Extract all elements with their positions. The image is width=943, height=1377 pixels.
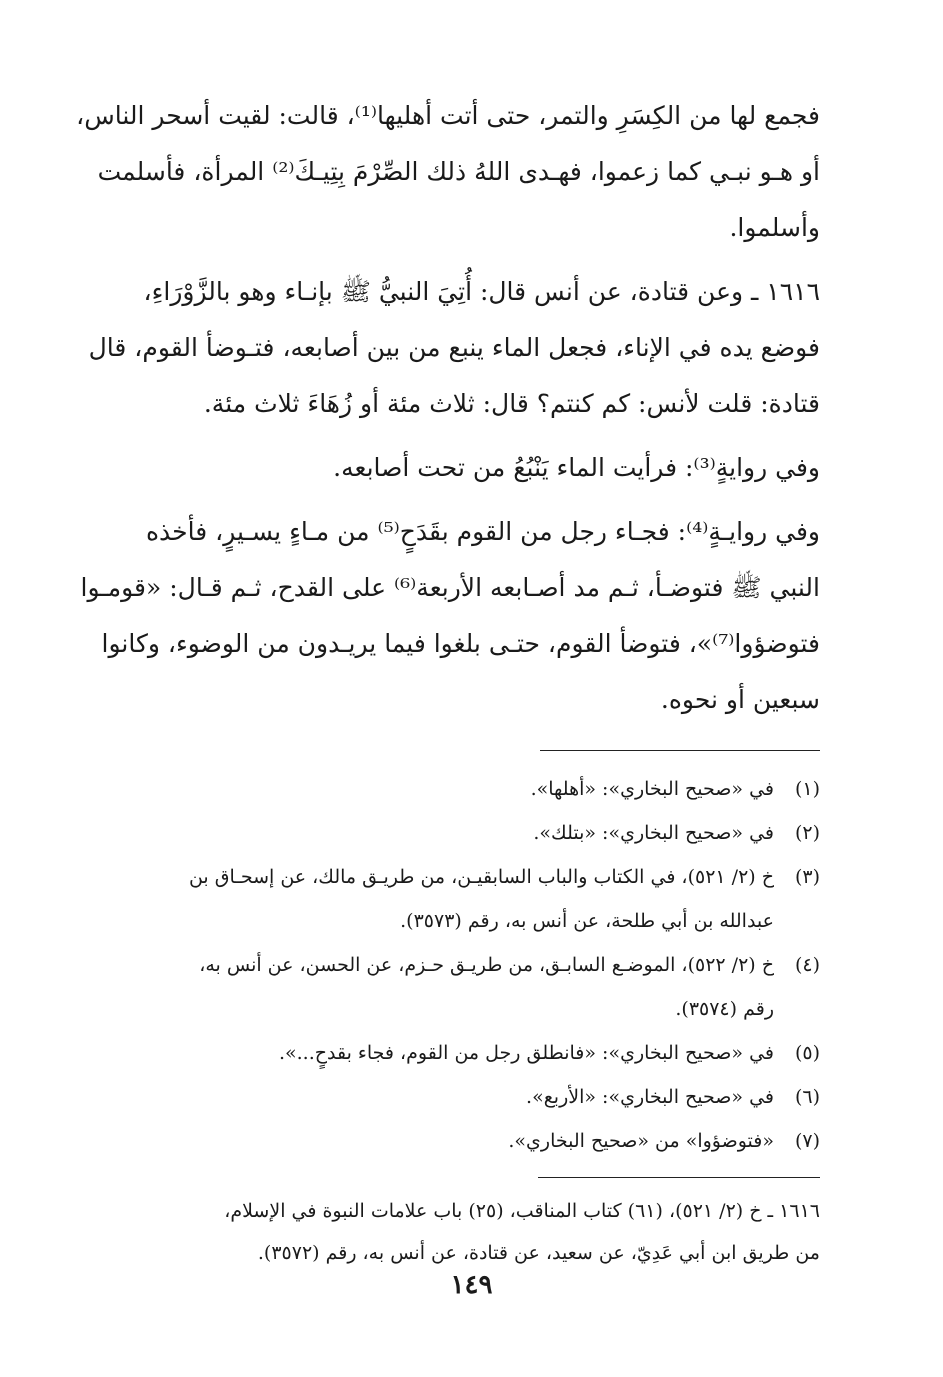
footnotes (120, 767, 820, 1163)
paragraph-hadith-1616 (88, 264, 820, 432)
footnote-2 (120, 811, 820, 855)
source-divider (538, 1177, 820, 1178)
text-line: أو هـو نبـي كما زعموا، فهـدى اللهُ ذلك الصِّرْمَ بِتِيـكَ⁽²⁾ المرأة، فأسلمت (97, 157, 820, 186)
text-line: وفي روايةٍ⁽³⁾: فرأيت الماء يَنْبُعُ من تحت أصابعه. (333, 453, 820, 482)
text-line: وأسلموا. (729, 213, 820, 242)
paragraph-riwaya-1 (120, 440, 820, 496)
footnote-text: في «صحيح البخاري»: «أهلها». (530, 778, 774, 800)
page-number: ١٤٩ (450, 1270, 493, 1300)
text-line: سبعين أو نحوه. (660, 685, 820, 714)
footnote-number: (٥) (794, 1042, 820, 1064)
footnote-text: خ (٢/ ٥٢٢)، الموضـع السابـق، من طريـق حـزم، عن الحسن، عن أنس به، (199, 954, 774, 976)
footnote-1 (120, 767, 820, 811)
footnote-text: «فتوضؤوا» من «صحيح البخاري». (508, 1130, 774, 1152)
footnote-number: (٦) (794, 1086, 820, 1108)
footnote-number: (٤) (794, 954, 820, 976)
footnote-text: عبدالله بن أبي طلحة، عن أنس به، رقم (٣٥٧٣). (400, 910, 774, 932)
paragraph-riwaya-2 (80, 504, 820, 728)
footnote-3 (120, 855, 820, 943)
source-text: ١٦١٦ ـ خ (٢/ ٥٢١)، (٦١) كتاب المناقب، (٢٥) باب علامات النبوة في الإسلام، (224, 1200, 820, 1222)
text-line: ١٦١٦ ـ وعن قتادة، عن أنس قال: أُتِيَ النبيُّ ﷺ بإنـاء وهو بالزَّوْرَاءِ، (143, 277, 820, 306)
footnote-text: خ (٢/ ٥٢١)، في الكتاب والباب السابقيـن، من طريـق مالك، عن إسحـاق بن (188, 866, 774, 888)
paragraph-narration-end (76, 88, 820, 256)
footnote-5 (120, 1031, 820, 1075)
footnote-text: رقم (٣٥٧٤). (675, 998, 774, 1020)
footnote-6 (120, 1075, 820, 1119)
footnote-text: في «صحيح البخاري»: «بتلك». (533, 822, 774, 844)
source-text: من طريق ابن أبي عَدِيّ، عن سعيد، عن قتادة، عن أنس به، رقم (٣٥٧٢). (257, 1242, 820, 1264)
footnote-text: في «صحيح البخاري»: «فانطلق رجل من القوم، فجاء بقدحٍ...». (278, 1042, 774, 1064)
text-line: النبي ﷺ فتوضـأ، ثـم مد أصـابعه الأربعة⁽⁶⁾ على القدح، ثـم قـال: «قومـوا (80, 573, 820, 602)
text-line: قتادة: قلت لأنس: كم كنتم؟ قال: ثلاث مئة أو زُهَاءَ ثلاث مئة. (203, 389, 820, 418)
footnote-divider (540, 750, 820, 751)
footnote-text: في «صحيح البخاري»: «الأربع». (526, 1086, 774, 1108)
main-text (76, 88, 820, 728)
footnote-number: (٢) (794, 822, 820, 844)
text-line: فجمع لها من الكِسَرِ والتمر، حتى أتت أهليها⁽¹⁾، قالت: لقيت أسحر الناس، (76, 101, 820, 130)
text-line: فوضع يده في الإناء، فجعل الماء ينبع من بين أصابعه، فتـوضأ القوم، قال (88, 333, 820, 362)
footnote-7 (120, 1119, 820, 1163)
source-reference (120, 1190, 820, 1274)
footnote-4 (120, 943, 820, 1031)
text-line: وفي روايـةٍ⁽⁴⁾: فجـاء رجل من القوم بقَدَحٍ⁽⁵⁾ من مـاءٍ يسـيرٍ، فأخذه (145, 517, 820, 546)
footnote-number: (٣) (794, 866, 820, 888)
text-line: فتوضؤوا⁽⁷⁾»، فتوضأ القوم، حتـى بلغوا فيما يريـدون من الوضوء، وكانوا (101, 629, 820, 658)
footnote-number: (٧) (794, 1130, 820, 1152)
footnote-number: (١) (794, 778, 820, 800)
